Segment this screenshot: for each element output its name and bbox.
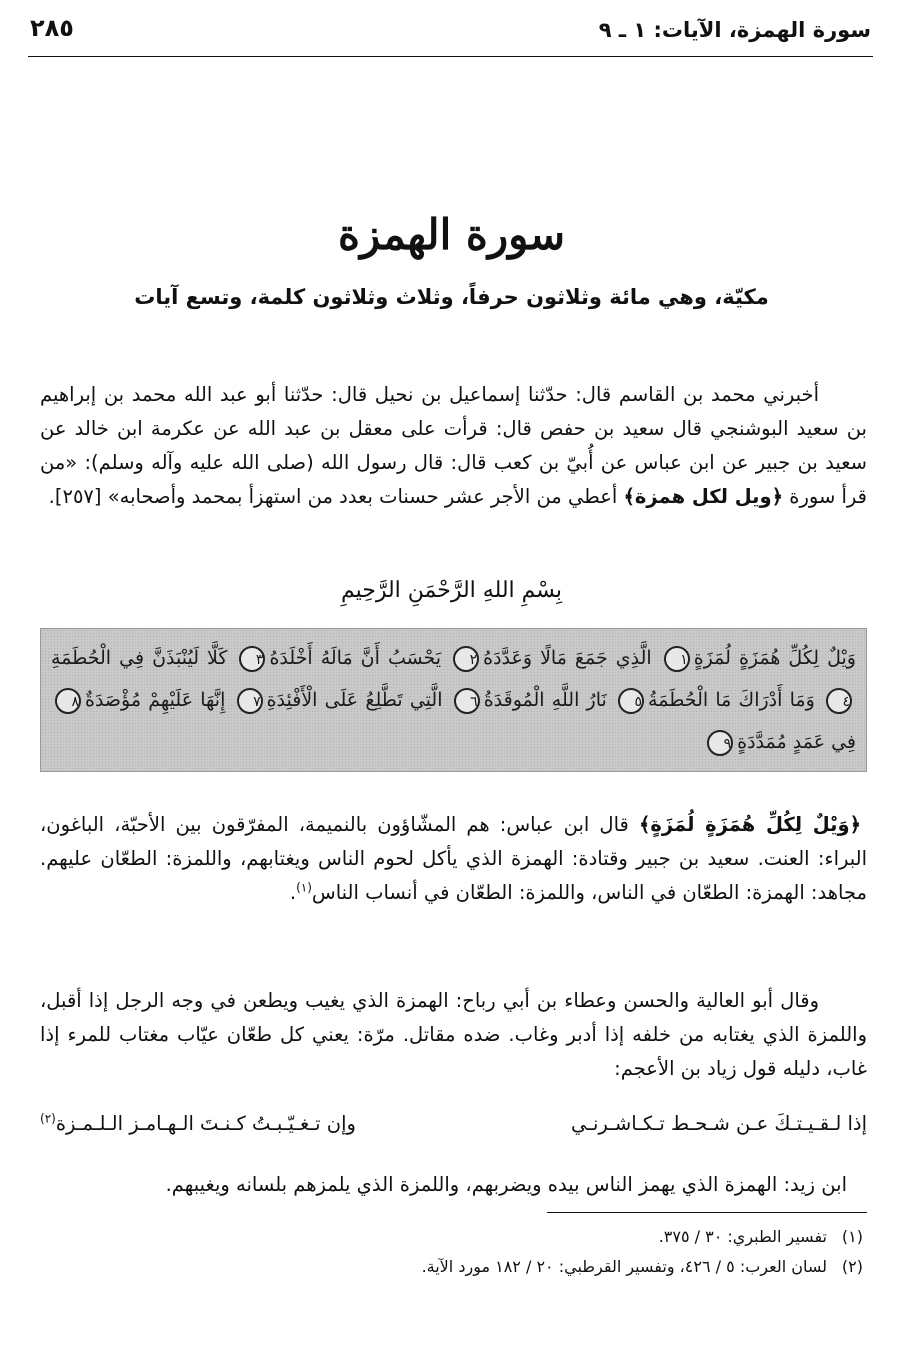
poetry-verse xyxy=(40,1112,867,1146)
verse-number: ٥ xyxy=(618,688,644,714)
intro-text-after: أعطي من الأجر عشر حسنات بعدد من استهزأ بمحمد وأصحابه» [٢٥٧]. xyxy=(48,484,624,508)
header-divider xyxy=(28,56,873,57)
verse-number: ١ xyxy=(664,646,690,672)
tafsir-period: . xyxy=(289,880,297,904)
verse-number: ٧ xyxy=(237,688,263,714)
verse-number: ٣ xyxy=(239,646,265,672)
verse-text: كَلَّا لَيُنْبَذَنَّ فِي الْحُطَمَةِ xyxy=(51,647,228,669)
surah-title: سورة الهمزة xyxy=(337,210,566,259)
verse-number: ٢ xyxy=(453,646,479,672)
verse-text: وَيْلٌ لِكُلِّ هُمَزَةٍ لُمَزَةٍ xyxy=(693,647,856,669)
verse-text: نَارُ اللَّهِ الْمُوقَدَةُ xyxy=(483,689,607,711)
footnote-number: (٢) xyxy=(841,1257,863,1276)
verse-number: ٨ xyxy=(55,688,81,714)
verse-text: وَمَا أَدْرَاكَ مَا الْحُطَمَةُ xyxy=(648,689,815,711)
footnote-ref-2[interactable]: (٢) xyxy=(40,1111,56,1126)
surah-subtitle: مكيّة، وهي مائة وثلاثون حرفاً، وثلاث وثلاثون كلمة، وتسع آيات xyxy=(134,285,769,309)
tafsir-text: قال ابن عباس: هم المشّاؤون بالنميمة، المفرّقون بين الأحبّة، الباغون، البراء: العنت. سعيد بن جبير وقتادة: الهمزة الذي يأكل لحوم الناس ويغتابهم، واللمزة: الطعّان عليهم. مجاهد: الهمزة: الطعّان في الناس، واللمزة: الطعّان في أنساب الناس xyxy=(40,812,867,904)
tafsir-paragraph-3: ابن زيد: الهمزة الذي يهمز الناس بيده ويضربهم، واللمزة الذي يلمزهم بلسانه ويغيبهم. xyxy=(165,1172,847,1196)
footnote-item xyxy=(40,1252,863,1282)
verse-text: إِنَّهَا عَلَيْهِمْ مُؤْصَدَةٌ xyxy=(85,689,226,711)
running-header xyxy=(30,14,871,50)
footnote-divider xyxy=(547,1212,867,1213)
poetry-hemistich-2: وإن تـغـيّـبـتُ كـنـتَ الـهـامـز الـلـمـزة xyxy=(55,1112,356,1135)
verse-text: الَّتِي تَطَّلِعُ عَلَى الْأَفْئِدَةِ xyxy=(266,689,443,711)
running-header-title: سورة الهمزة، الآيات: ١ ـ ٩ xyxy=(598,18,871,42)
footnote-number: (١) xyxy=(841,1227,863,1246)
verse-number: ٩ xyxy=(707,730,733,756)
intro-text-before: أخبرني محمد بن القاسم قال: حدّثنا إسماعيل بن نحيل قال: حدّثنا أبو عبد الله محمد بن إبراهيم بن سعيد البوشنجي قال سعيد بن حفص قال: قرأت على معقل بن عبد الله عن عكرمة ابن خالد عن سعيد بن جبير عن ابن عباس عن أُبيّ بن كعب قال: قال رسول الله (صلى الله عليه وآله وسلم): «من قرأ سورة xyxy=(40,382,867,508)
footnote-text: تفسير الطبري: ٣٠ / ٣٧٥. xyxy=(658,1227,827,1246)
page-number: ٢٨٥ xyxy=(30,14,74,42)
footnotes xyxy=(40,1222,863,1282)
verse-text: الَّذِي جَمَعَ مَالًا وَعَدَّدَهُ xyxy=(483,647,652,669)
intro-paragraph xyxy=(40,378,867,514)
poetry-hemistich-2-wrap xyxy=(40,1112,356,1135)
tafsir-paragraph-2: وقال أبو العالية والحسن وعطاء بن أبي رباح: الهمزة الذي يغيب ويطعن في وجه الرجل إذا أقبل، واللمزة الذي يغتابه من خلفه إذا أدبر وغاب. ضده مقاتل. مرّة: يعني كل طعّان عيّاب مغتاب للمرء إذا غاب، دليله قول زياد بن الأعجم: xyxy=(40,988,867,1080)
verse-number: ٤ xyxy=(826,688,852,714)
intro-quran-quote: ﴿ويل لكل همزة﴾ xyxy=(623,484,784,508)
footnote-ref-1[interactable]: (١) xyxy=(296,880,312,894)
verse-number: ٦ xyxy=(454,688,480,714)
verse-text: فِي عَمَدٍ مُمَدَّدَةٍ xyxy=(737,731,856,753)
footnote-text: لسان العرب: ٥ / ٤٢٦، وتفسير القرطبي: ٢٠ / ١٨٢ مورد الآية. xyxy=(421,1257,827,1276)
tafsir-paragraph-1 xyxy=(40,808,867,910)
poetry-hemistich-1: إذا لـقـيـتـكَ عـن شـحـط تـكـاشـرنـي xyxy=(571,1112,867,1135)
verses-box xyxy=(40,628,867,772)
basmala: بِسْمِ اللهِ الرَّحْمَنِ الرَّحِيمِ xyxy=(340,578,563,603)
footnote-item xyxy=(40,1222,863,1252)
tafsir-quran-quote: ﴿وَيْلٌ لِكُلِّ هُمَزَةٍ لُمَزَةٍ﴾ xyxy=(638,812,862,836)
verse-text: يَحْسَبُ أَنَّ مَالَهُ أَخْلَدَهُ xyxy=(269,647,442,669)
